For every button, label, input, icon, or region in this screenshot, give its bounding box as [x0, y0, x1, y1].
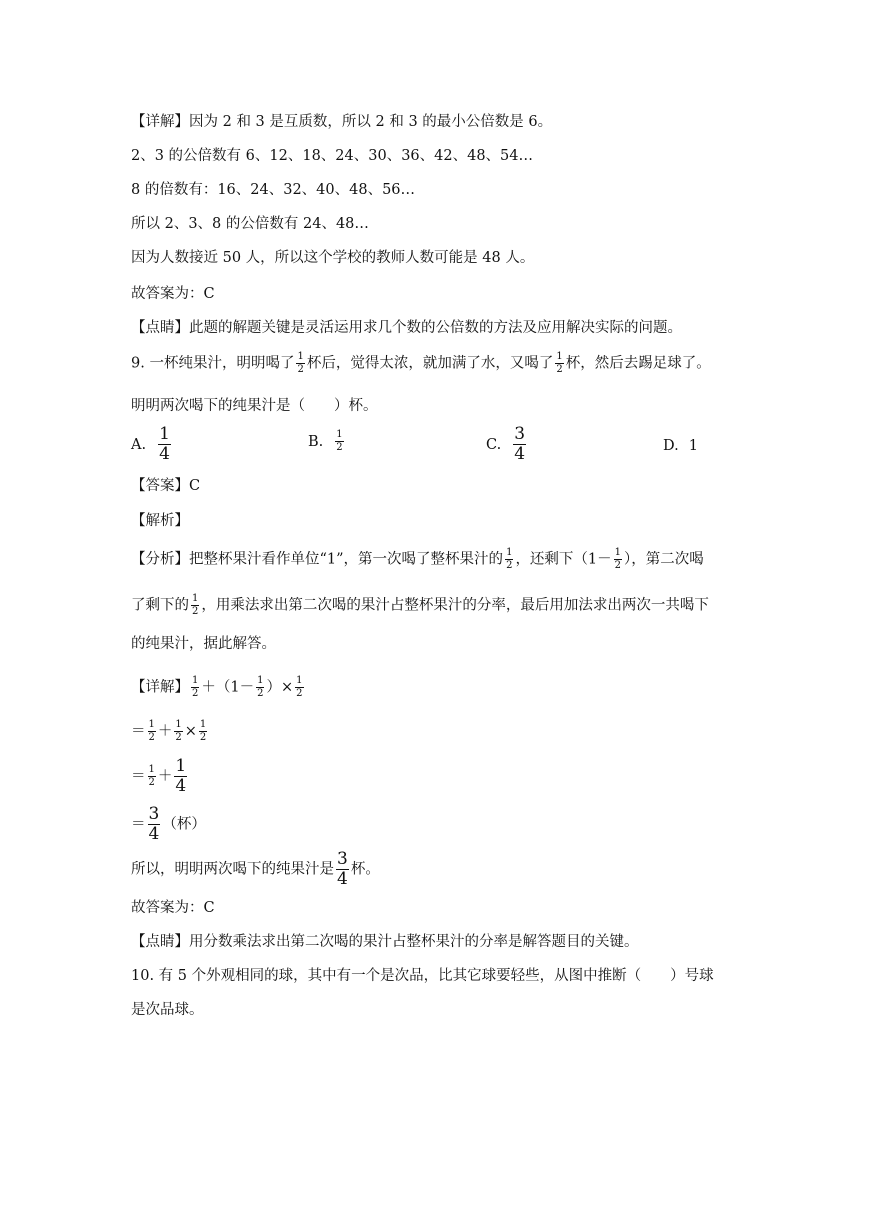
fraction-three-quarters: $\frac{3}{4}$	[514, 424, 526, 464]
analysis-label: 【解析】	[131, 513, 189, 529]
fraction-quarter: $\frac{1}{4}$	[159, 424, 170, 464]
detail-step-4: ＝ $\frac{3}{4}$ （杯）	[131, 804, 206, 844]
fraction-half: $\frac{1}{2}$	[297, 351, 304, 375]
fraction-half: $\frac{1}{2}$	[148, 764, 155, 788]
conclusion-line: 因为人数接近 50 人，所以这个学校的教师人数可能是 48 人。	[131, 250, 535, 266]
fraction-three-quarters: $\frac{3}{4}$	[148, 804, 160, 844]
fraction-half: $\frac{1}{2}$	[556, 351, 563, 375]
analysis-line-1: 【分析】把整杯果汁看作单位“1”，第一次喝了整杯果汁的 $\frac{1}{2}$ ，还剩下（1－ $\frac{1}{2}$ ），第二次喝	[131, 547, 704, 571]
fraction-half: $\frac{1}{2}$	[175, 719, 182, 743]
fraction-half: $\frac{1}{2}$	[506, 547, 513, 571]
multiples-of-8: 8 的倍数有：16、24、32、40、48、56…	[131, 182, 416, 198]
question-9-stem-2: 明明两次喝下的纯果汁是（ ）杯。	[131, 398, 378, 414]
detail-step-2: ＝ $\frac{1}{2}$ ＋ $\frac{1}{2}$ × $\frac{1}{2}$	[131, 719, 207, 743]
fraction-three-quarters: $\frac{3}{4}$	[337, 849, 348, 889]
detail-step-1: 【详解】 $\frac{1}{2}$ ＋（1－ $\frac{1}{2}$ ）× $\frac{1}{2}$	[131, 675, 303, 699]
fraction-half: $\frac{1}{2}$	[192, 593, 199, 617]
question-9-stem: 9. 一杯纯果汁，明明喝了 $\frac{1}{2}$ 杯后，觉得太浓，就加满了水，又喝了 $\frac{1}{2}$ 杯，然后去踢足球了。	[131, 351, 711, 375]
multiples-of-2-3: 2、3 的公倍数有 6、12、18、24、30、36、42、48、54…	[131, 148, 533, 164]
answer-label: 【答案】C	[131, 478, 201, 494]
option-c[interactable]: C. $\frac{3}{4}$	[486, 424, 526, 464]
tip-line: 【点睛】此题的解题关键是灵活运用求几个数的公倍数的方法及应用解决实际的问题。	[131, 320, 682, 336]
analysis-line-3: 的纯果汁，据此解答。	[131, 636, 276, 652]
detail-step-3: ＝ $\frac{1}{2}$ ＋ $\frac{1}{4}$	[131, 756, 187, 796]
analysis-line-2: 了剩下的 $\frac{1}{2}$ ，用乘法求出第二次喝的果汁占整杯果汁的分率，最后用加法求出两次一共喝下	[131, 593, 709, 617]
fraction-half: $\frac{1}{2}$	[614, 547, 622, 571]
option-d[interactable]: D. 1	[663, 438, 698, 454]
fraction-half: $\frac{1}{2}$	[148, 719, 155, 743]
fraction-half: $\frac{1}{2}$	[192, 675, 199, 699]
answer-line: 故答案为：C	[131, 286, 215, 302]
option-b[interactable]: B. $\frac{1}{2}$	[308, 429, 343, 453]
so-line: 所以，明明两次喝下的纯果汁是 $\frac{3}{4}$ 杯。	[131, 849, 380, 889]
fraction-half: $\frac{1}{2}$	[257, 675, 264, 699]
question-10-stem: 10. 有 5 个外观相同的球，其中有一个是次品，比其它球要轻些，从图中推断（ ）号球	[131, 968, 714, 984]
fraction-half: $\frac{1}{2}$	[296, 675, 303, 699]
detail-line: 【详解】因为 2 和 3 是互质数，所以 2 和 3 的最小公倍数是 6。	[131, 114, 553, 130]
final-answer: 故答案为：C	[131, 900, 215, 916]
tip-line-9: 【点睛】用分数乘法求出第二次喝的果汁占整杯果汁的分率是解答题目的关键。	[131, 934, 639, 950]
option-a[interactable]: A. $\frac{1}{4}$	[131, 424, 170, 464]
fraction-half: $\frac{1}{2}$	[336, 429, 343, 453]
fraction-half: $\frac{1}{2}$	[199, 719, 207, 743]
fraction-quarter: $\frac{1}{4}$	[175, 756, 187, 796]
common-multiples: 所以 2、3、8 的公倍数有 24、48…	[131, 216, 369, 232]
question-10-stem-2: 是次品球。	[131, 1002, 204, 1018]
